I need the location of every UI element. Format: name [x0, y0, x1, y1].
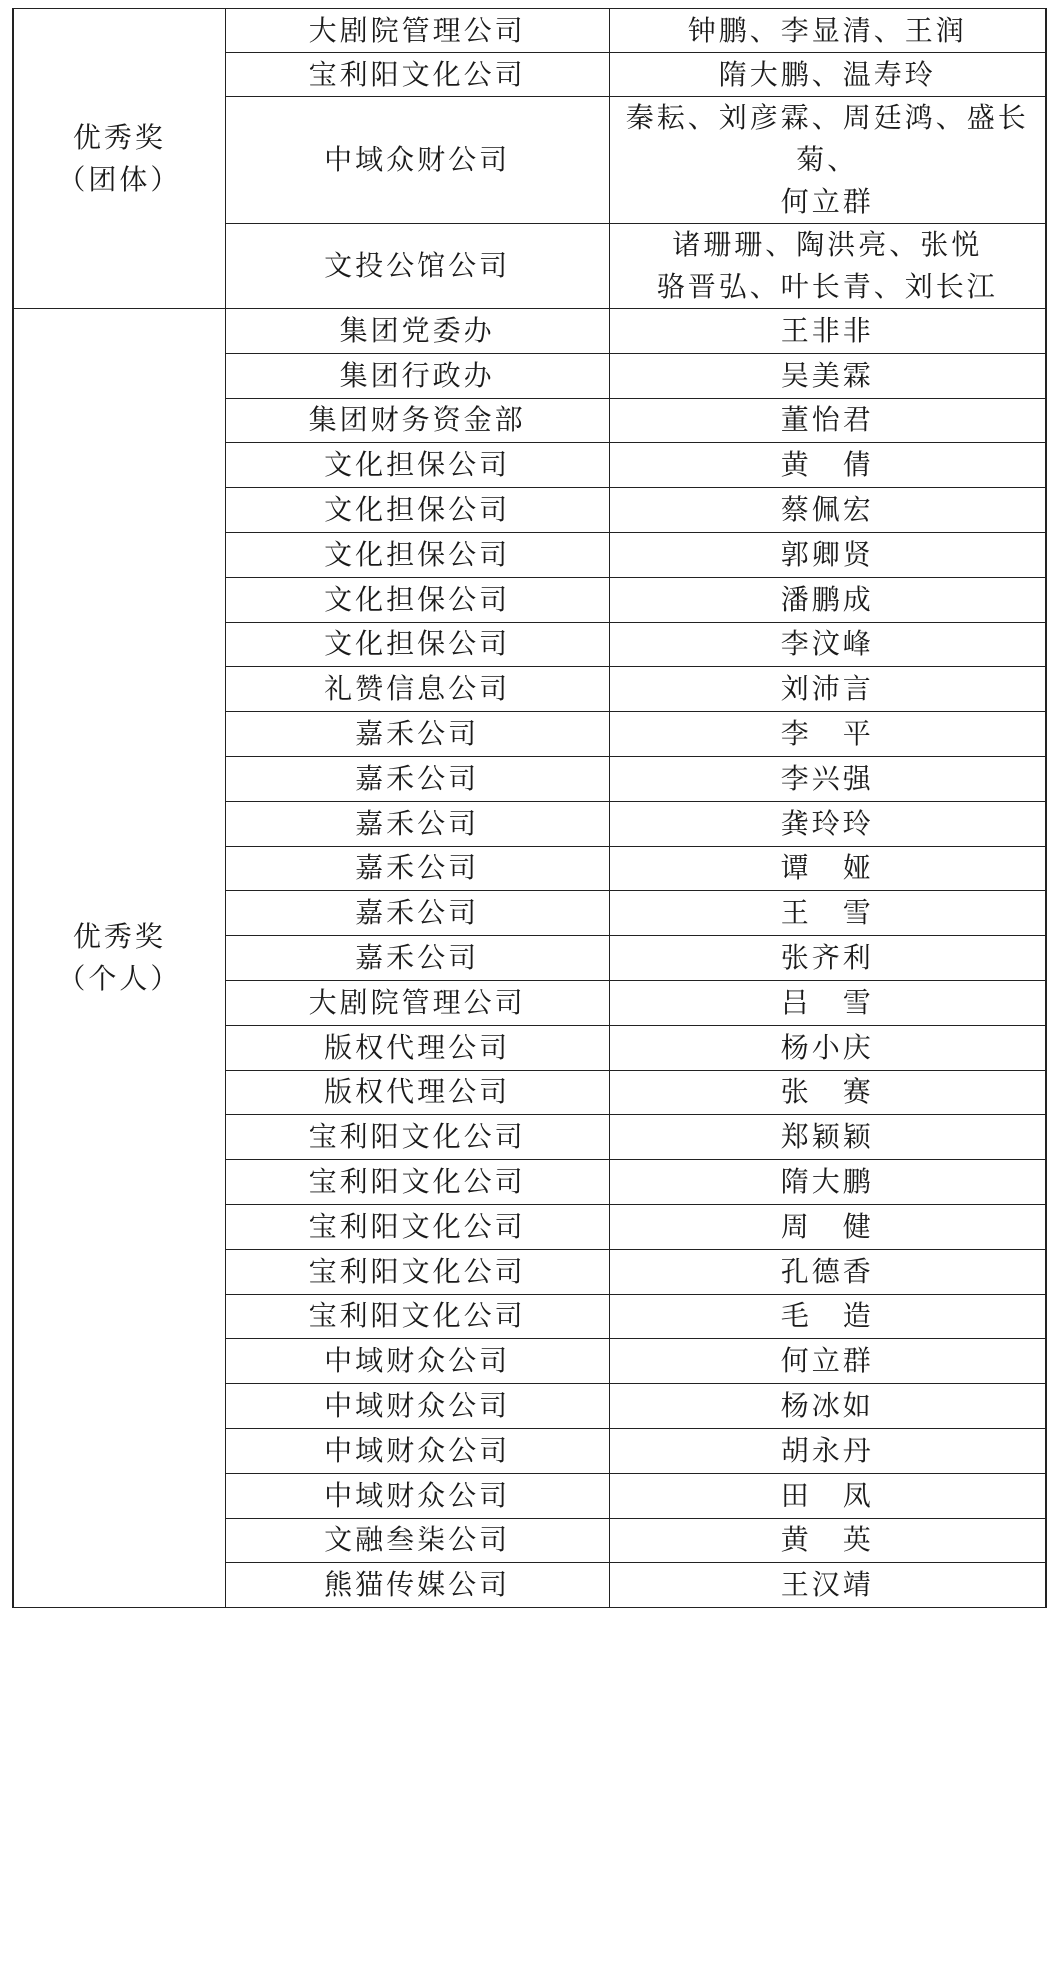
recipient-names: 潘鹏成 — [780, 582, 874, 616]
recipient-names: 张 赛 — [780, 1075, 874, 1109]
unit-cell: 嘉禾公司 — [225, 712, 609, 757]
unit-cell: 版权代理公司 — [225, 1070, 609, 1115]
names-cell — [609, 1339, 1046, 1384]
recipient-names: 张齐利 — [780, 941, 874, 975]
unit-cell: 文投公馆公司 — [225, 224, 609, 309]
unit-cell: 文融叁柒公司 — [225, 1518, 609, 1563]
recipient-names: 王 雪 — [780, 896, 874, 930]
unit-cell: 宝利阳文化公司 — [225, 1294, 609, 1339]
unit-cell: 集团党委办 — [225, 309, 609, 354]
recipient-names: 隋大鹏、温寿玲 — [718, 57, 936, 91]
names-cell — [609, 1428, 1046, 1473]
names-cell — [609, 532, 1046, 577]
names-cell — [609, 1473, 1046, 1518]
names-cell — [609, 224, 1046, 309]
recipient-names: 秦耘、刘彦霖、周廷鸿、盛长菊、 — [625, 101, 1029, 176]
names-cell — [609, 1294, 1046, 1339]
names-cell — [609, 577, 1046, 622]
names-cell — [609, 980, 1046, 1025]
names-cell — [609, 488, 1046, 533]
award-category-label: （个人） — [57, 962, 182, 996]
names-cell — [609, 1204, 1046, 1249]
names-cell — [609, 53, 1046, 97]
names-cell — [609, 936, 1046, 981]
recipient-names: 杨冰如 — [780, 1389, 874, 1423]
unit-cell: 中域财众公司 — [225, 1473, 609, 1518]
names-cell — [609, 97, 1046, 224]
recipient-names: 龚玲玲 — [780, 806, 874, 840]
names-cell — [609, 1563, 1046, 1608]
recipient-names: 王汉靖 — [780, 1568, 874, 1602]
recipient-names: 周 健 — [780, 1209, 874, 1243]
award-category-cell — [13, 9, 225, 309]
unit-cell: 宝利阳文化公司 — [225, 1115, 609, 1160]
recipient-names: 胡永丹 — [780, 1433, 874, 1467]
names-cell — [609, 891, 1046, 936]
unit-cell: 文化担保公司 — [225, 488, 609, 533]
names-cell — [609, 309, 1046, 354]
unit-cell: 文化担保公司 — [225, 443, 609, 488]
names-cell — [609, 1160, 1046, 1205]
names-cell — [609, 1070, 1046, 1115]
names-cell — [609, 846, 1046, 891]
names-cell — [609, 1249, 1046, 1294]
recipient-names: 何立群 — [780, 1344, 874, 1378]
awards-table-body — [13, 9, 1046, 1608]
unit-cell: 大剧院管理公司 — [225, 980, 609, 1025]
recipient-names: 黄 倩 — [780, 448, 874, 482]
unit-cell: 文化担保公司 — [225, 622, 609, 667]
recipient-names: 李兴强 — [780, 761, 874, 795]
recipient-names: 刘沛言 — [780, 672, 874, 706]
unit-cell: 嘉禾公司 — [225, 801, 609, 846]
unit-cell: 中域众财公司 — [225, 97, 609, 224]
recipient-names: 董怡君 — [780, 403, 874, 437]
recipient-names: 蔡佩宏 — [780, 493, 874, 527]
recipient-names: 黄 英 — [780, 1523, 874, 1557]
recipient-names: 郭卿贤 — [780, 537, 874, 571]
recipient-names: 何立群 — [780, 185, 874, 218]
recipient-names: 郑颖颖 — [780, 1120, 874, 1154]
award-category-label: （团体） — [57, 162, 182, 196]
recipient-names: 钟鹏、李显清、王润 — [687, 13, 967, 47]
unit-cell: 文化担保公司 — [225, 532, 609, 577]
names-cell — [609, 667, 1046, 712]
award-category-cell — [13, 309, 225, 1608]
unit-cell: 嘉禾公司 — [225, 936, 609, 981]
names-cell — [609, 1384, 1046, 1429]
unit-cell: 文化担保公司 — [225, 577, 609, 622]
names-cell — [609, 443, 1046, 488]
unit-cell: 中域财众公司 — [225, 1384, 609, 1429]
recipient-names: 吴美霖 — [780, 358, 874, 392]
names-cell — [609, 9, 1046, 53]
table-row — [13, 309, 1046, 354]
recipient-names: 诸珊珊、陶洪亮、张悦 — [672, 228, 983, 261]
names-cell — [609, 1025, 1046, 1070]
unit-cell: 宝利阳文化公司 — [225, 1160, 609, 1205]
award-category-label: 优秀奖 — [72, 920, 166, 954]
recipient-names: 王非非 — [780, 313, 874, 347]
unit-cell: 宝利阳文化公司 — [225, 1204, 609, 1249]
recipient-names: 隋大鹏 — [780, 1165, 874, 1199]
unit-cell: 嘉禾公司 — [225, 846, 609, 891]
recipient-names: 谭 娅 — [780, 851, 874, 885]
unit-cell: 版权代理公司 — [225, 1025, 609, 1070]
recipient-names: 李 平 — [780, 717, 874, 751]
recipient-names: 孔德香 — [780, 1254, 874, 1288]
names-cell — [609, 398, 1046, 443]
unit-cell: 宝利阳文化公司 — [225, 1249, 609, 1294]
unit-cell: 中域财众公司 — [225, 1339, 609, 1384]
recipient-names: 李汶峰 — [780, 627, 874, 661]
recipient-names: 杨小庆 — [780, 1030, 874, 1064]
unit-cell: 礼赞信息公司 — [225, 667, 609, 712]
names-cell — [609, 1115, 1046, 1160]
recipient-names: 吕 雪 — [780, 985, 874, 1019]
names-cell — [609, 756, 1046, 801]
awards-table — [12, 8, 1047, 1608]
unit-cell: 集团行政办 — [225, 353, 609, 398]
unit-cell: 嘉禾公司 — [225, 891, 609, 936]
names-cell — [609, 712, 1046, 757]
recipient-names: 骆晋弘、叶长青、刘长江 — [656, 270, 998, 303]
table-row — [13, 9, 1046, 53]
names-cell — [609, 801, 1046, 846]
unit-cell: 熊猫传媒公司 — [225, 1563, 609, 1608]
names-cell — [609, 1518, 1046, 1563]
names-cell — [609, 353, 1046, 398]
unit-cell: 中域财众公司 — [225, 1428, 609, 1473]
unit-cell: 集团财务资金部 — [225, 398, 609, 443]
award-category-label: 优秀奖 — [72, 120, 166, 154]
unit-cell: 嘉禾公司 — [225, 756, 609, 801]
recipient-names: 毛 造 — [780, 1299, 874, 1333]
unit-cell: 大剧院管理公司 — [225, 9, 609, 53]
unit-cell: 宝利阳文化公司 — [225, 53, 609, 97]
recipient-names: 田 凤 — [780, 1478, 874, 1512]
names-cell — [609, 622, 1046, 667]
